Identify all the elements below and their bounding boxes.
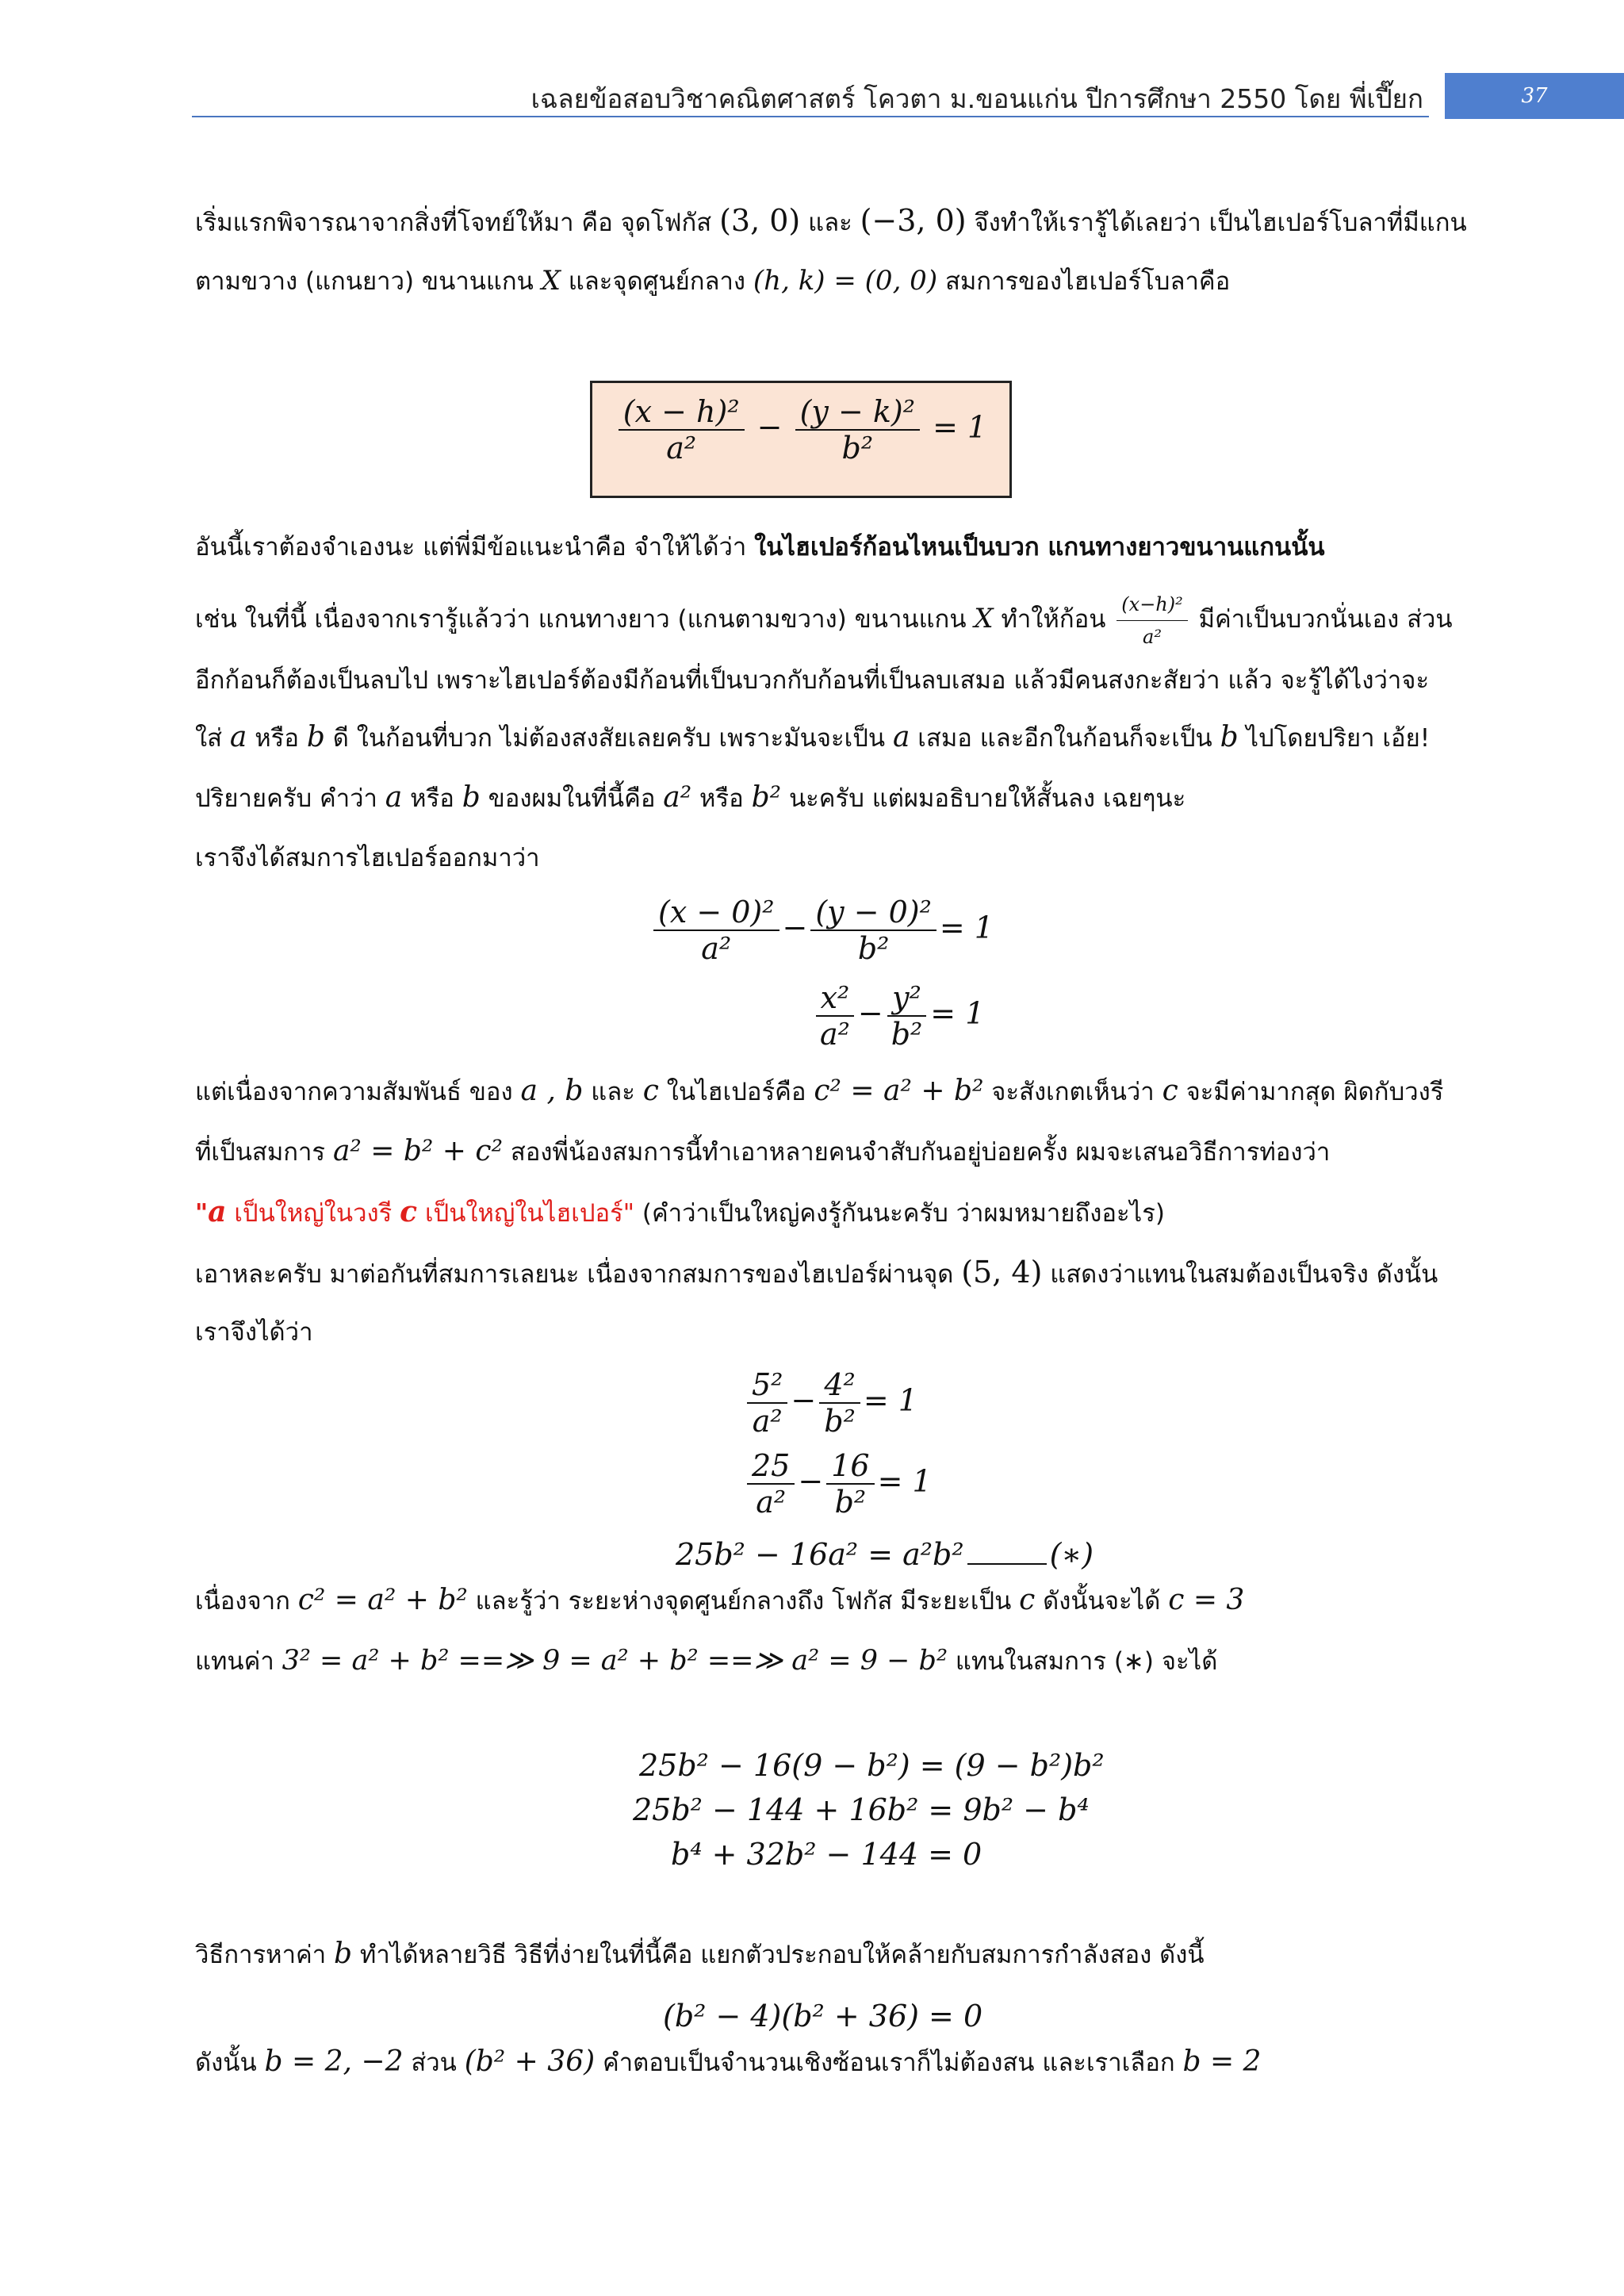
- text: ปริยายครับ คำว่า: [195, 784, 385, 813]
- equation-5: [676, 1537, 1094, 1572]
- paragraph-13: เราจึงได้ว่า: [195, 1318, 313, 1347]
- fraction: [826, 1448, 874, 1520]
- var-b: b: [334, 1938, 353, 1970]
- mnemonic-text: เป็นใหญ่ในวงรี: [226, 1199, 400, 1228]
- text: และ: [808, 209, 860, 237]
- text: แทนค่า: [195, 1647, 282, 1676]
- paragraph-17: [195, 2046, 1456, 2079]
- paragraph-14: [195, 1585, 1456, 1617]
- fraction: [747, 1367, 787, 1439]
- paragraph-10: [195, 1136, 1456, 1168]
- text: เช่น ในที่นี้ เนื่องจากเรารู้แล้วว่า แกนทางยาว (แกนตามขวาง) ขนานแกน: [195, 605, 975, 634]
- equation-7: 25b² − 144 + 16b² = 9b² − b⁴: [633, 1792, 1090, 1827]
- text: แสดงว่าแทนในสมต้องเป็นจริง ดังนั้น: [1042, 1260, 1438, 1289]
- equals-one: = 1: [933, 409, 987, 445]
- text: (คำว่าเป็นใหญ่คงรู้กันนะครับ ว่าผมหมายถึงอะไร): [634, 1199, 1166, 1228]
- point: (5, 4): [961, 1255, 1043, 1290]
- fraction: [887, 980, 928, 1052]
- text: ไปโดยปริยา เอ้ย!: [1238, 724, 1431, 753]
- var-b: b: [462, 781, 481, 814]
- numerator: (x − 0)²: [653, 895, 779, 931]
- text: เริ่มแรกพิจารณาจากสิ่งที่โจทย์ให้มา คือ จุดโฟกัส: [195, 209, 712, 237]
- paragraph-5: อีกก้อนก็ต้องเป็นลบไป เพราะไฮเปอร์ต้องมีก้อนที่เป็นบวกกับก้อนที่เป็นลบเสมอ แล้วมีคนสงกะสัยว่า แล้ว จะรู้ได้ไงว่าจะ: [195, 666, 1430, 695]
- text: เนื่องจาก: [195, 1587, 298, 1616]
- text: สมการของไฮเปอร์โบลาคือ: [944, 267, 1231, 296]
- var-a: a: [208, 1195, 227, 1228]
- text: จะสังเกตเห็นว่า: [983, 1078, 1162, 1106]
- paragraph-7: [195, 782, 1456, 815]
- equation-6: 25b² − 16(9 − b²) = (9 − b²)b²: [639, 1748, 1105, 1783]
- numerator: x²: [816, 980, 855, 1017]
- ellipse-relation: a² = b² + c²: [332, 1135, 504, 1167]
- var-c: c: [400, 1195, 418, 1228]
- vars-a-b: a , b: [520, 1075, 584, 1107]
- denominator: a²: [666, 431, 697, 466]
- equals-one: = 1: [939, 910, 994, 945]
- numerator: (x−h)²: [1116, 588, 1187, 621]
- denominator: b²: [824, 1404, 856, 1439]
- equation-3: $\frac{\text{5²}}{\text{a²}}$ − $\frac{\text{4²}}{\text{b²}}$ = 1: [744, 1367, 917, 1439]
- numerator: (y − 0)²: [810, 895, 936, 931]
- c-value: c = 3: [1168, 1584, 1245, 1616]
- denominator: a²: [820, 1017, 850, 1052]
- var-a: a: [229, 721, 247, 753]
- blank-line: [967, 1563, 1047, 1565]
- text: หรือ: [402, 784, 462, 813]
- var-a: a: [385, 781, 403, 814]
- equation-4: $\frac{25}{\text{a²}}$ − $\frac{16}{\text{b²}}$ = 1: [744, 1448, 932, 1520]
- numerator: y²: [887, 980, 926, 1017]
- text: วิธีการหาค่า: [195, 1941, 334, 1969]
- paragraph-12: [195, 1256, 1456, 1290]
- equals-one: = 1: [930, 995, 985, 1031]
- equation-1: $\frac{\text{(x − 0)²}}{\text{a²}}$ − $\frac{\text{(y − 0)²}}{\text{b²}}$ = 1: [650, 895, 994, 966]
- text: ที่เป็นสมการ: [195, 1138, 333, 1167]
- equals-one: = 1: [877, 1463, 932, 1499]
- paragraph-9: [195, 1075, 1456, 1108]
- equation-tag: (∗): [1049, 1537, 1094, 1572]
- hyperbola-relation: c² = a² + b²: [297, 1584, 468, 1616]
- fraction: [795, 394, 920, 466]
- text: ดังนั้นจะได้: [1035, 1587, 1169, 1616]
- focus-1: (3, 0): [719, 203, 801, 238]
- text: ตามขวาง (แกนยาว) ขนานแกน: [195, 267, 542, 296]
- equation-2: $\frac{\text{x²}}{\text{a²}}$ − $\frac{\text{y²}}{\text{b²}}$ = 1: [812, 980, 984, 1052]
- text: คำตอบเป็นจำนวนเชิงซ้อนเราก็ไม่ต้องสน และเราเลือก: [595, 2049, 1183, 2077]
- denominator: a²: [1143, 626, 1162, 648]
- text: ดังนั้น: [195, 2049, 265, 2077]
- numerator: (y − k)²: [795, 394, 920, 431]
- paragraph-6: [195, 722, 1456, 754]
- text: เอาหละครับ มาต่อกันที่สมการเลยนะ เนื่องจากสมการของไฮเปอร์ผ่านจุด: [195, 1260, 962, 1289]
- emphasis-text: ในไฮเปอร์ก้อนไหนเป็นบวก แกนทางยาวขนานแกนนั้น: [754, 533, 1325, 562]
- equation-8: b⁴ + 32b² − 144 = 0: [671, 1837, 982, 1872]
- text: จึงทำให้เรารู้ได้เลยว่า เป็นไฮเปอร์โบลาที่มีแกน: [974, 209, 1467, 237]
- denominator: a²: [756, 1485, 787, 1520]
- center-point: (h, k) = (0, 0): [753, 265, 938, 297]
- hyperbola-relation: c² = a² + b²: [814, 1075, 984, 1107]
- text: จะมีค่ามากสุด ผิดกับวงรี: [1178, 1078, 1444, 1106]
- text: และรู้ว่า ระยะห่างจุดศูนย์กลางถึง โฟกัส มีระยะเป็น: [467, 1587, 1020, 1616]
- fraction: [819, 1367, 860, 1439]
- substitution-chain: 3² = a² + b² ==≫ 9 = a² + b² ==≫ a² = 9 − b²: [282, 1645, 948, 1677]
- numerator: 5²: [747, 1367, 787, 1404]
- text: ใส่: [195, 724, 230, 753]
- denominator: b²: [857, 931, 890, 966]
- paragraph-16: [195, 1938, 1456, 1971]
- var-c: c: [642, 1075, 659, 1107]
- text: หรือ: [691, 784, 752, 813]
- paragraph-3: [195, 531, 1456, 563]
- numerator: 25: [747, 1448, 795, 1485]
- paragraph-4: [195, 588, 1456, 653]
- denominator: b²: [891, 1017, 923, 1052]
- fraction: [815, 980, 855, 1052]
- text: หรือ: [247, 724, 307, 753]
- text: เสมอ และอีกในก้อนก็จะเป็น: [910, 724, 1220, 753]
- text: อันนี้เราต้องจำเองนะ แต่พี่มีข้อแนะนำคือ จำให้ได้ว่า: [195, 533, 755, 562]
- text: ทำได้หลายวิธี วิธีที่ง่ายในที่นี้คือ แยกตัวประกอบให้คล้ายกับสมการกำลังสอง ดังนี้: [352, 1941, 1205, 1969]
- text: มีค่าเป็นบวกนั่นเอง ส่วน: [1198, 605, 1453, 634]
- mnemonic-text: เป็นใหญ่ในไฮเปอร์": [417, 1199, 635, 1228]
- text: แทนในสมการ (∗) จะได้: [948, 1647, 1218, 1676]
- text: ของผมในที่นี้คือ: [480, 784, 664, 813]
- var-c: c: [1019, 1584, 1036, 1616]
- complex-factor: (b² + 36): [464, 2045, 596, 2078]
- denominator: a²: [752, 1404, 783, 1439]
- var-X: X: [541, 265, 561, 297]
- denominator: b²: [834, 1485, 867, 1520]
- var-X: X: [974, 603, 994, 634]
- text: นะครับ แต่ผมอธิบายให้สั้นลง เฉยๆนะ: [781, 784, 1186, 813]
- hyperbola-formula-box: [590, 381, 1012, 498]
- quote-mark: ": [195, 1199, 209, 1228]
- var-c: c: [1162, 1075, 1178, 1107]
- fraction: [810, 895, 936, 966]
- minus-sign: −: [756, 409, 783, 445]
- selected-b: b = 2: [1182, 2045, 1262, 2078]
- var-b: b: [306, 721, 325, 753]
- text: ทำให้ก้อน: [1001, 605, 1114, 634]
- inline-fraction: [1116, 588, 1187, 653]
- paragraph-11: [195, 1196, 1456, 1229]
- var-a: a: [892, 721, 910, 753]
- numerator: 4²: [819, 1367, 860, 1404]
- paragraph-8: เราจึงได้สมการไฮเปอร์ออกมาว่า: [195, 844, 540, 872]
- paragraph-2: [195, 265, 1456, 297]
- equals-one: = 1: [863, 1382, 917, 1418]
- text: ในไฮเปอร์คือ: [658, 1078, 814, 1106]
- paragraph-1: [195, 203, 1467, 239]
- equation-text: 25b² − 16a² = a²b²: [676, 1537, 964, 1572]
- equation-9: (b² − 4)(b² + 36) = 0: [663, 1999, 983, 2033]
- header-title: เฉลยข้อสอบวิชาคณิตศาสตร์ โควตา ม.ขอนแก่น ปีการศึกษา 2550 โดย พี่เปี๊ยก: [530, 83, 1423, 114]
- text: แต่เนื่องจากความสัมพันธ์ ของ: [195, 1078, 521, 1106]
- text: และจุดศูนย์กลาง: [568, 267, 753, 296]
- fraction: [653, 895, 779, 966]
- var-b-squared: b²: [751, 781, 782, 814]
- var-b: b: [1220, 721, 1239, 753]
- header-divider: [192, 116, 1429, 117]
- focus-2: (−3, 0): [860, 203, 967, 238]
- denominator: b²: [841, 431, 874, 466]
- text: ส่วน: [403, 2049, 465, 2077]
- page-number: 37: [1445, 73, 1624, 119]
- paragraph-15: [195, 1645, 1456, 1677]
- text: ดี ในก้อนที่บวก ไม่ต้องสงสัยเลยครับ เพราะมันจะเป็น: [324, 724, 893, 753]
- text: สองพี่น้องสมการนี้ทำเอาหลายคนจำสับกันอยู่บ่อยครั้ง ผมจะเสนอวิธีการท่องว่า: [503, 1138, 1331, 1167]
- var-a-squared: a²: [663, 781, 692, 814]
- text: และ: [583, 1078, 643, 1106]
- fraction: [619, 394, 745, 466]
- numerator: 16: [826, 1448, 874, 1485]
- b-values: b = 2, −2: [264, 2045, 404, 2078]
- numerator: (x − h)²: [619, 394, 745, 431]
- fraction: [747, 1448, 795, 1520]
- denominator: a²: [701, 931, 732, 966]
